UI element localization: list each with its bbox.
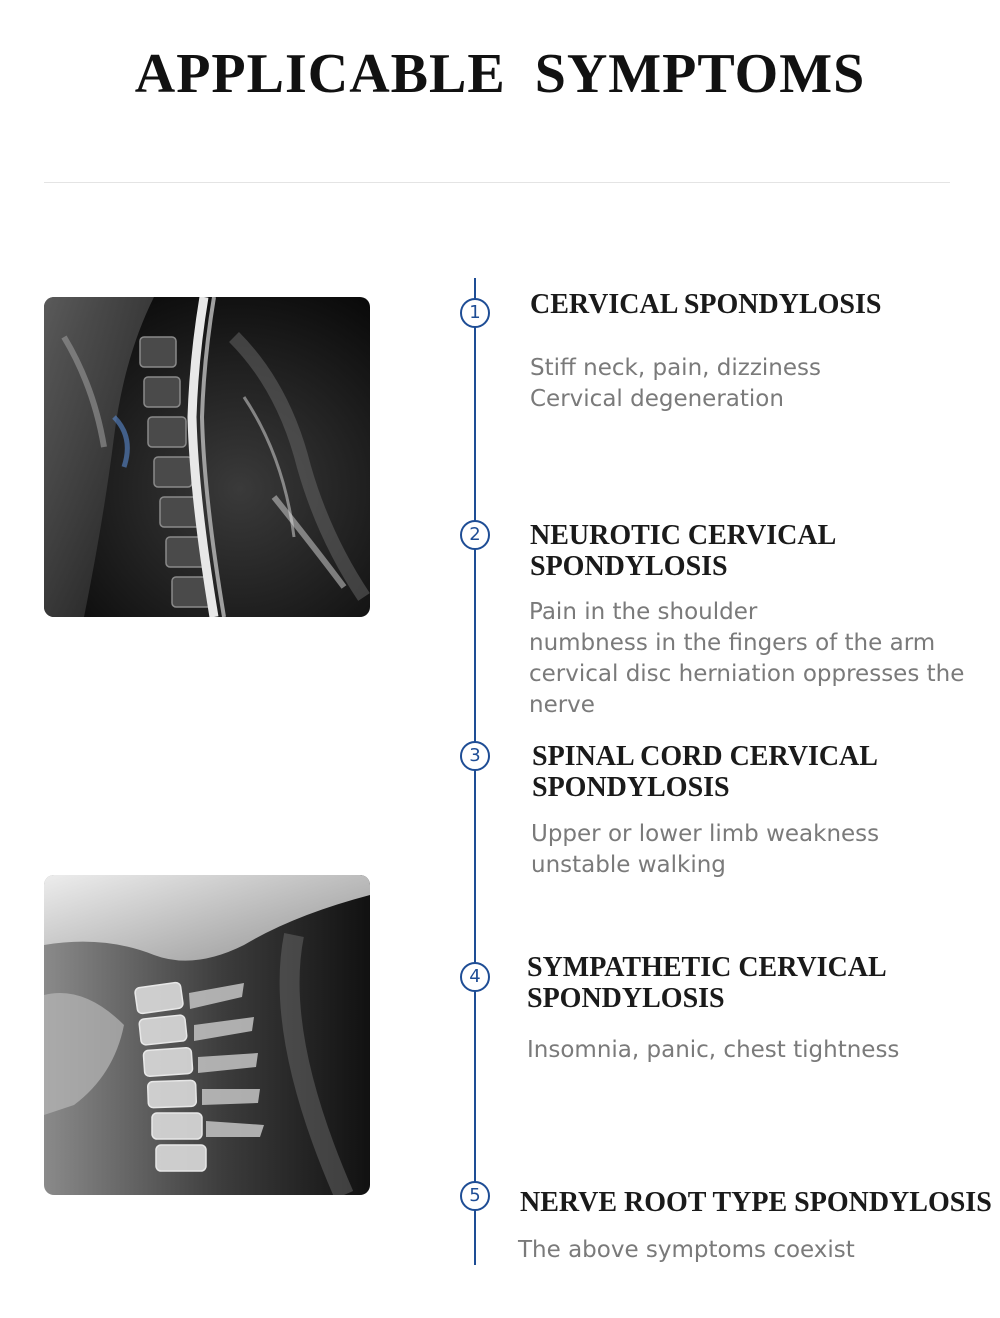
symptom-description-2 — [529, 597, 964, 721]
symptom-description-4 — [527, 1035, 899, 1066]
cervical-xray-lateral — [44, 875, 370, 1195]
symptom-description-line: The above symptoms coexist — [518, 1237, 855, 1263]
symptom-heading-3 — [532, 741, 878, 803]
symptom-heading-line: CERVICAL SPONDYLOSIS — [530, 289, 882, 320]
symptom-description-line: Upper or lower limb weakness — [531, 821, 880, 847]
symptom-heading-line: NEUROTIC CERVICAL — [530, 520, 837, 551]
symptom-description-line: Stiff neck, pain, dizziness — [530, 355, 821, 381]
symptom-heading-line: NERVE ROOT TYPE SPONDYLOSIS — [520, 1187, 992, 1218]
symptom-description-line: numbness in the fingers of the arm — [529, 630, 936, 656]
symptom-description-line: Cervical degeneration — [530, 386, 784, 412]
symptom-heading-line: SPONDYLOSIS — [530, 551, 728, 582]
symptom-heading-5 — [520, 1187, 992, 1218]
symptom-description-line: unstable walking — [531, 852, 726, 878]
step-badge-1: 1 — [460, 298, 490, 328]
step-badge-4: 4 — [460, 962, 490, 992]
symptom-description-3 — [531, 819, 879, 881]
symptom-heading-line: SYMPATHETIC CERVICAL — [527, 952, 887, 983]
step-badge-3: 3 — [460, 741, 490, 771]
symptom-description-line: nerve — [529, 692, 595, 718]
timeline-line — [474, 278, 476, 1265]
symptom-description-1 — [530, 353, 821, 415]
symptom-heading-line: SPINAL CORD CERVICAL — [532, 741, 878, 772]
symptom-description-5 — [518, 1235, 855, 1266]
title-divider — [44, 182, 950, 183]
symptom-description-line: Insomnia, panic, chest tightness — [527, 1037, 900, 1063]
symptom-heading-line: SPONDYLOSIS — [527, 983, 725, 1014]
cervical-mri-scan — [44, 297, 370, 617]
symptom-heading-4 — [527, 952, 887, 1014]
symptom-heading-line: SPONDYLOSIS — [532, 772, 730, 803]
step-badge-2: 2 — [460, 520, 490, 550]
step-badge-5: 5 — [460, 1181, 490, 1211]
symptom-description-line: Pain in the shoulder — [529, 599, 758, 625]
symptom-heading-2 — [530, 520, 836, 582]
page-title: APPLICABLE SYMPTOMS — [134, 43, 866, 105]
symptom-description-line: cervical disc herniation oppresses the — [529, 661, 965, 687]
symptom-heading-1 — [530, 289, 881, 320]
